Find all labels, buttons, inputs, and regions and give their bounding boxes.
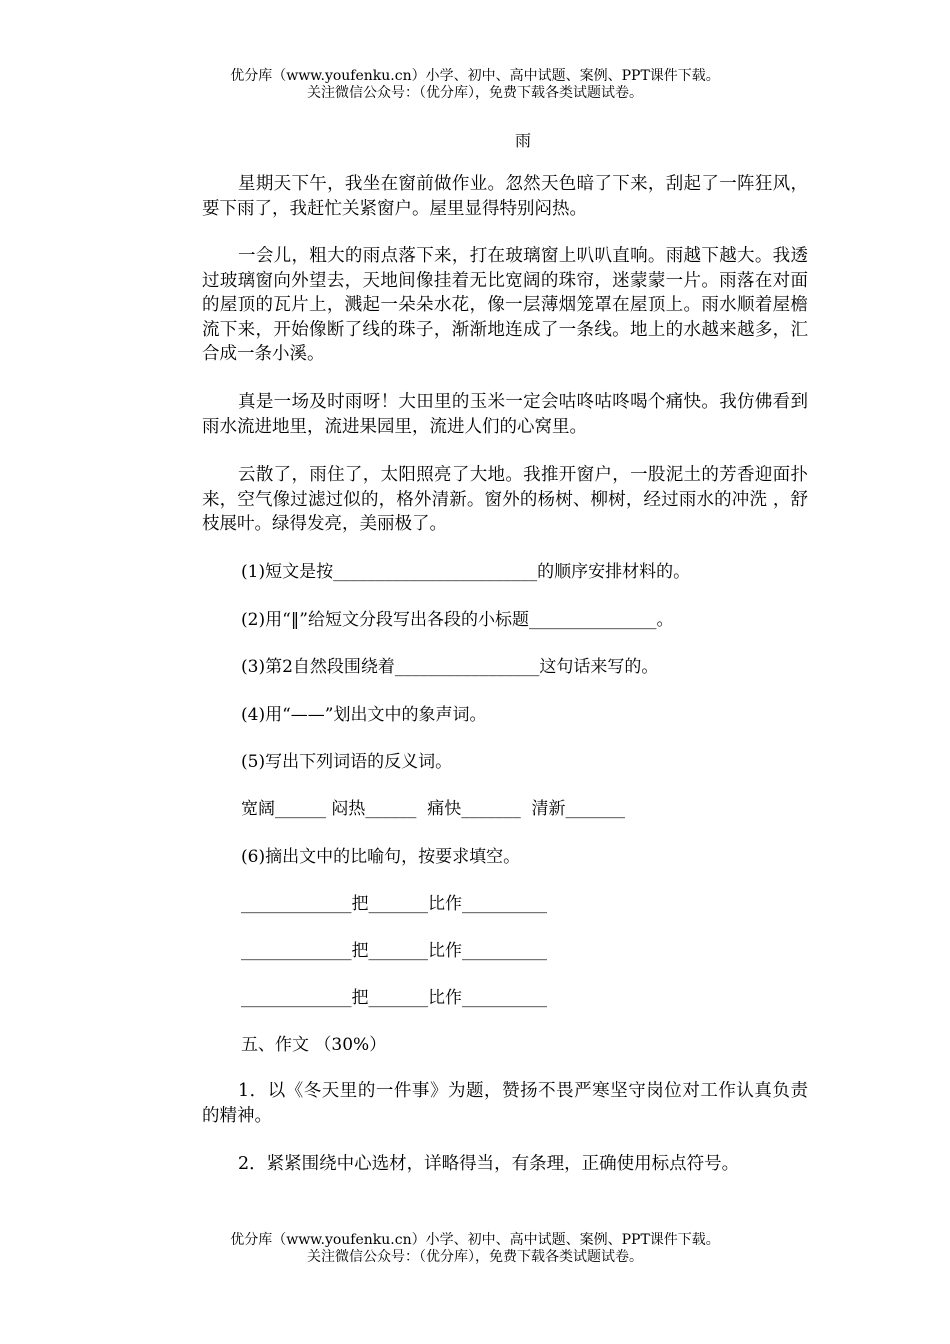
essay-requirement-2: 2．紧紧围绕中心选材，详略得当，有条理，正确使用标点符号。 (238, 1154, 740, 1174)
footer-line-2: 关注微信公众号：（优分库），免费下载各类试题试卷。 (307, 1249, 643, 1265)
paragraph-1: 星期天下午，我坐在窗前做作业。忽然天色暗了下来，刮起了一阵狂风，要下雨了，我赶忙关紧窗户。屋里显得特别闷热。 (202, 174, 808, 219)
paragraph-3: 真是一场及时雨呀！大田里的玉米一定会咕咚咕咚喝个痛快。我仿佛看到雨水流进地里，流进果园里，流进人们的心窝里。 (202, 392, 808, 437)
article-title: 雨 (514, 131, 531, 150)
question-6: (6)摘出文中的比喻句，按要求填空。 (241, 847, 521, 867)
metaphor-blank-1: _____________把_______比作__________ (241, 894, 547, 914)
metaphor-blank-3: _____________把_______比作__________ (241, 988, 547, 1008)
metaphor-blank-2: _____________把_______比作__________ (241, 941, 547, 961)
question-4: (4)用“——”划出文中的象声词。 (241, 705, 487, 725)
paragraph-4: 云散了，雨住了，太阳照亮了大地。我推开窗户，一股泥土的芳香迎面扑来，空气像过滤过似的，格外清新。窗外的杨树、柳树，经过雨水的冲洗 ，舒枝展叶。绿得发亮，美丽极了。 (202, 465, 808, 534)
header-line-1: 优分库（www.youfenku.cn）小学、初中、高中试题、案例、PPT课件下载。 (230, 68, 720, 84)
antonym-blanks: 宽阔______ 闷热______ 痛快_______ 清新_______ (241, 799, 626, 819)
paragraph-2: 一会儿，粗大的雨点落下来，打在玻璃窗上叭叭直响。雨越下越大。我透过玻璃窗向外望去，天地间像挂着无比宽阔的珠帘，迷蒙蒙一片。雨落在对面的屋顶的瓦片上，溅起一朵朵水花，像一层薄烟笼罩在屋顶上。雨水顺着屋檐流下来，开始像断了线的珠子，渐渐地连成了一条线。地上的水越来越多，汇合成一条小溪。 (202, 246, 808, 364)
question-1: (1)短文是按________________________的顺序安排材料的。 (241, 562, 691, 582)
question-3: (3)第2自然段围绕着_________________这句话来写的。 (241, 657, 659, 677)
question-5: (5)写出下列词语的反义词。 (241, 752, 453, 772)
page-footer (0, 1232, 950, 1266)
question-2: (2)用“‖”给短文分段写出各段的小标题_______________。 (241, 610, 674, 630)
section-heading-essay: 五、作文 （30%） (241, 1035, 387, 1055)
page-header (0, 68, 950, 102)
footer-line-1: 优分库（www.youfenku.cn）小学、初中、高中试题、案例、PPT课件下载。 (230, 1232, 720, 1248)
header-line-2: 关注微信公众号：（优分库），免费下载各类试题试卷。 (307, 85, 643, 101)
essay-requirement-1: 1．以《冬天里的一件事》为题，赞扬不畏严寒坚守岗位对工作认真负责的精神。 (202, 1081, 808, 1126)
